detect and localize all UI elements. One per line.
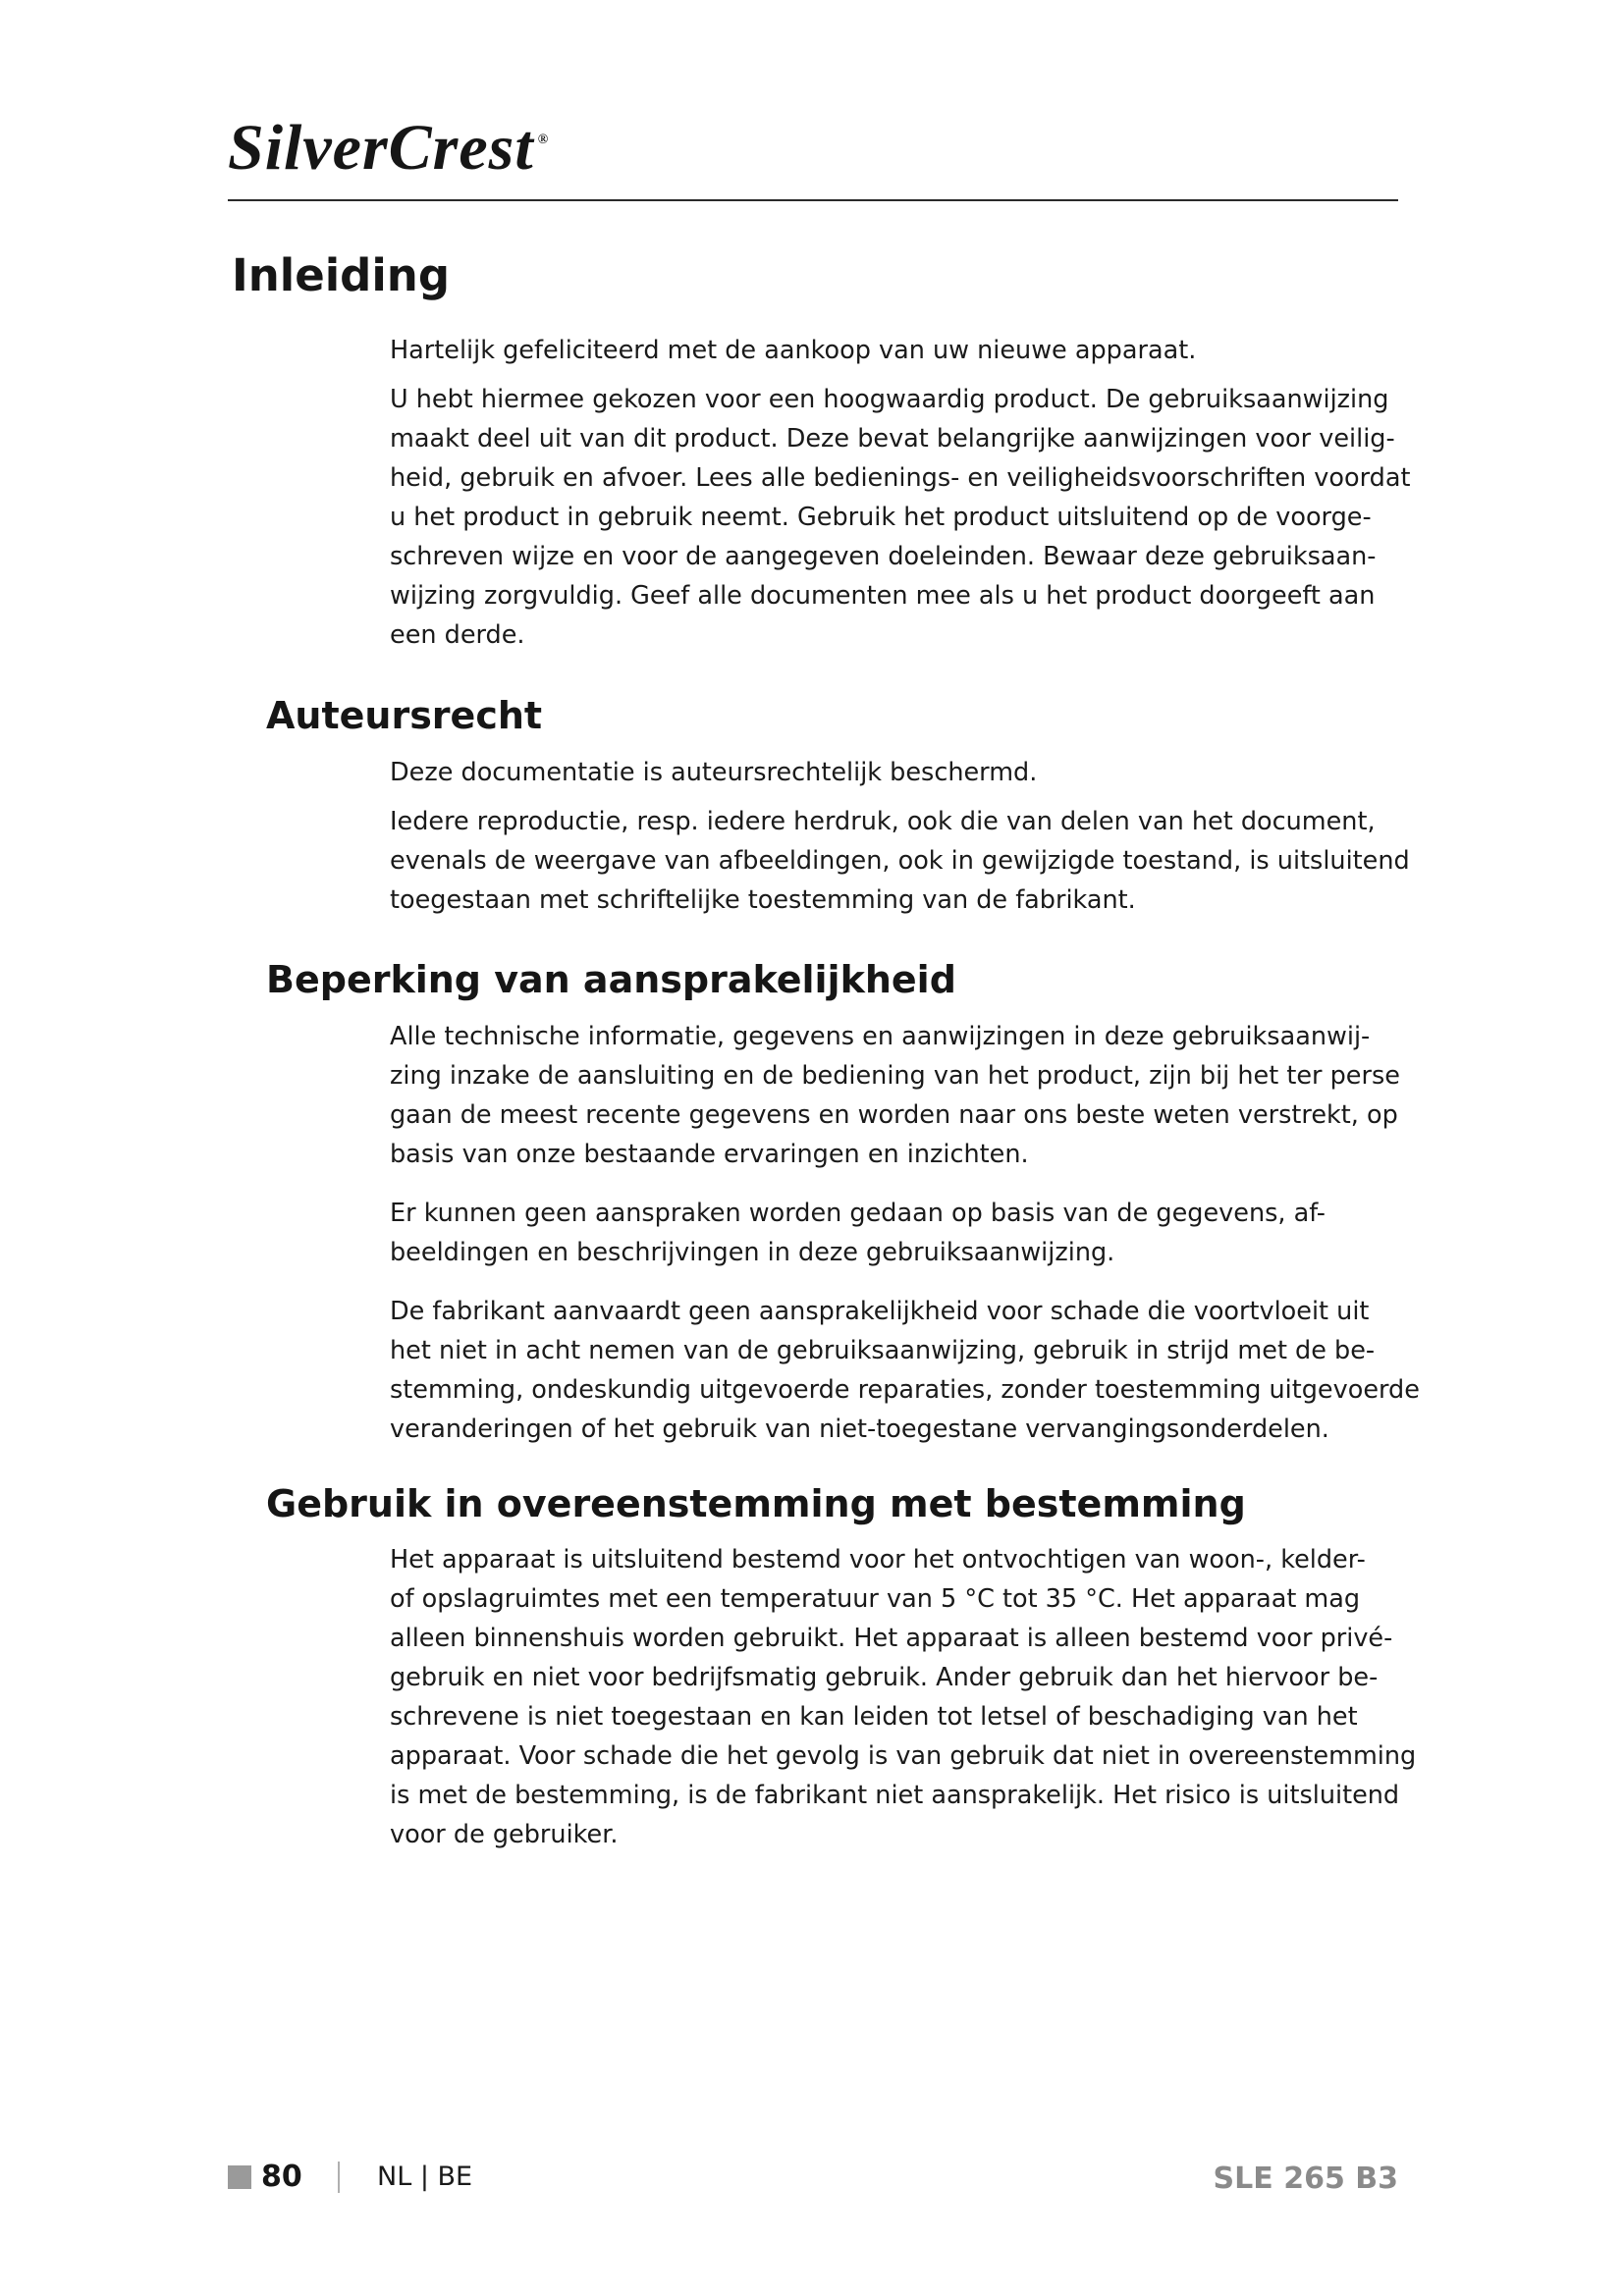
text-line: basis van onze bestaande ervaringen en inzichten. bbox=[390, 1140, 1029, 1169]
text-line: gaan de meest recente gegevens en worden naar ons beste weten verstrekt, op bbox=[390, 1100, 1398, 1130]
text-line: voor de gebruiker. bbox=[390, 1820, 619, 1849]
text-line: een derde. bbox=[390, 620, 525, 650]
footer-square-icon bbox=[228, 2165, 251, 2189]
text-line: beeldingen en beschrijvingen in deze gebruiksaanwijzing. bbox=[390, 1238, 1115, 1267]
section-title-inleiding: Inleiding bbox=[232, 249, 451, 301]
text-line: of opslagruimtes met een temperatuur van 5 °C tot 35 °C. Het apparaat mag bbox=[390, 1584, 1361, 1614]
registered-mark: ® bbox=[537, 133, 550, 147]
text-line: zing inzake de aansluiting en de bediening van het product, zijn bij het ter perse bbox=[390, 1061, 1400, 1091]
liability-paragraph-1 bbox=[390, 1017, 1411, 1174]
text-line: heid, gebruik en afvoer. Lees alle bedienings- en veiligheidsvoorschriften voordat bbox=[390, 463, 1411, 493]
text-line: Er kunnen geen aanspraken worden gedaan op basis van de gegevens, af- bbox=[390, 1199, 1326, 1228]
intro-paragraph-1 bbox=[390, 331, 1411, 370]
section-title-auteursrecht: Auteursrecht bbox=[266, 694, 543, 737]
text-line: Hartelijk gefeliciteerd met de aankoop van uw nieuwe apparaat. bbox=[390, 336, 1197, 365]
text-line: u het product in gebruik neemt. Gebruik het product uitsluitend op de voorge- bbox=[390, 503, 1372, 532]
text-line: Iedere reproductie, resp. iedere herdruk, ook die van delen van het document, bbox=[390, 807, 1376, 836]
section-title-gebruik: Gebruik in overeenstemming met bestemming bbox=[266, 1482, 1246, 1525]
header-divider bbox=[228, 199, 1398, 201]
text-line: Alle technische informatie, gegevens en aanwijzingen in deze gebruiksaanwij- bbox=[390, 1022, 1371, 1051]
intro-paragraph-2 bbox=[390, 380, 1411, 655]
text-line: het niet in acht nemen van de gebruiksaanwijzing, gebruik in strijd met de be- bbox=[390, 1336, 1376, 1365]
text-line: toegestaan met schriftelijke toestemming van de fabrikant. bbox=[390, 885, 1136, 915]
text-line: apparaat. Voor schade die het gevolg is van gebruik dat niet in overeenstemming bbox=[390, 1741, 1417, 1771]
text-line: wijzing zorgvuldig. Geef alle documenten mee als u het product doorgeeft aan bbox=[390, 581, 1376, 611]
text-line: schrevene is niet toegestaan en kan leiden tot letsel of beschadiging van het bbox=[390, 1702, 1358, 1732]
text-line: alleen binnenshuis worden gebruikt. Het apparaat is alleen bestemd voor privé- bbox=[390, 1624, 1393, 1653]
text-line: Het apparaat is uitsluitend bestemd voor het ontvochtigen van woon-, kelder- bbox=[390, 1545, 1366, 1575]
language-label: NL | BE bbox=[377, 2162, 473, 2192]
text-line: is met de bestemming, is de fabrikant niet aansprakelijk. Het risico is uitsluitend bbox=[390, 1781, 1400, 1810]
text-line: Deze documentatie is auteursrechtelijk beschermd. bbox=[390, 758, 1038, 787]
page-number: 80 bbox=[261, 2160, 302, 2194]
text-line: maakt deel uit van dit product. Deze bevat belangrijke aanwijzingen voor veilig- bbox=[390, 424, 1395, 454]
text-line: schreven wijze en voor de aangegeven doeleinden. Bewaar deze gebruiksaan- bbox=[390, 542, 1377, 571]
text-line: U hebt hiermee gekozen voor een hoogwaardig product. De gebruiksaanwijzing bbox=[390, 385, 1389, 414]
liability-paragraph-3 bbox=[390, 1292, 1420, 1449]
liability-paragraph-2 bbox=[390, 1194, 1411, 1272]
copyright-paragraph-1 bbox=[390, 753, 1411, 792]
footer-divider bbox=[338, 2162, 340, 2193]
intended-use-paragraph-1 bbox=[390, 1540, 1417, 1854]
text-line: De fabrikant aanvaardt geen aansprakelijkheid voor schade die voortvloeit uit bbox=[390, 1297, 1370, 1326]
model-number: SLE 265 B3 bbox=[1213, 2162, 1398, 2196]
text-line: gebruik en niet voor bedrijfsmatig gebruik. Ander gebruik dan het hiervoor be- bbox=[390, 1663, 1379, 1692]
copyright-paragraph-2 bbox=[390, 802, 1411, 920]
section-title-beperking: Beperking van aansprakelijkheid bbox=[266, 958, 956, 1001]
text-line: veranderingen of het gebruik van niet-toegestane vervangingsonderdelen. bbox=[390, 1415, 1329, 1444]
brand-logo: SilverCrest ® bbox=[228, 112, 550, 184]
text-line: evenals de weergave van afbeeldingen, ook in gewijzigde toestand, is uitsluitend bbox=[390, 846, 1410, 876]
text-line: stemming, ondeskundig uitgevoerde reparaties, zonder toestemming uitgevoerde bbox=[390, 1375, 1420, 1405]
